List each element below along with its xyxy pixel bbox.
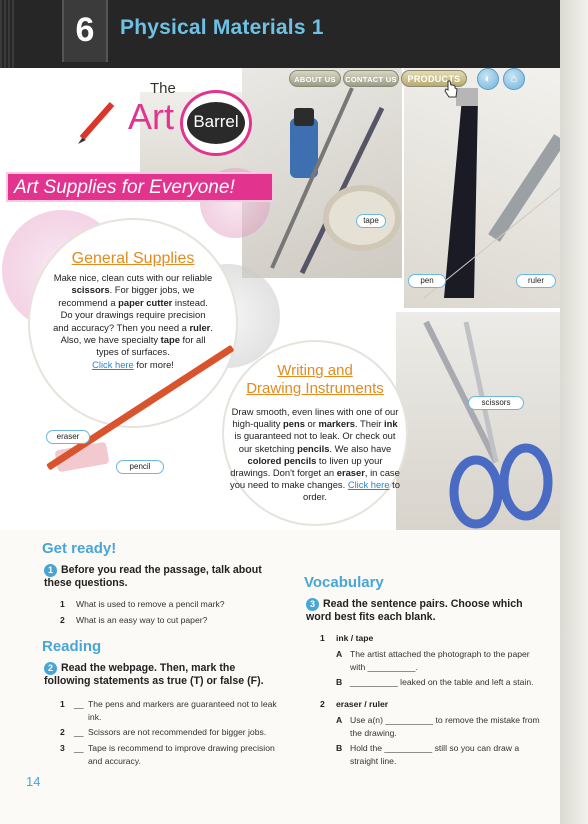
- sentence-letter: B: [336, 677, 343, 687]
- keyword-pencils: pencils: [297, 442, 330, 454]
- keyword-markers: markers: [318, 418, 355, 430]
- list-item: [60, 598, 280, 611]
- photo-scissors: [396, 312, 560, 530]
- general-supplies-link[interactable]: Click here: [92, 358, 134, 370]
- question-text: Read the sentence pairs. Choose which word best fits each blank.: [306, 598, 523, 623]
- sentence-b: [336, 676, 556, 689]
- question-number-badge: 3: [306, 598, 319, 611]
- nav-circle-button[interactable]: ◐: [477, 68, 499, 90]
- sentence-text: Hold the __________ still so you can draw a straight line.: [350, 743, 520, 766]
- logo-barrel: Barrel: [187, 102, 245, 144]
- text-run: . We also have: [329, 442, 392, 454]
- answer-blank[interactable]: __: [74, 699, 84, 709]
- logo-art: Art: [128, 96, 175, 137]
- writing-heading-line2: Drawing Instruments: [246, 380, 384, 397]
- keyword-eraser: eraser: [336, 467, 365, 479]
- pair-header: [320, 698, 540, 711]
- unit-title: Physical Materials 1: [120, 16, 324, 39]
- text-run: for more!: [133, 358, 174, 370]
- nav-about-us[interactable]: ABOUT US: [289, 70, 341, 87]
- list-item: [60, 614, 280, 627]
- keyword-tape: tape: [160, 334, 180, 346]
- general-supplies-text: [52, 272, 214, 371]
- keyword-scissors: scissors: [71, 284, 110, 296]
- hand-cursor-icon: [443, 80, 459, 98]
- item-text: What is an easy way to cut paper?: [76, 615, 208, 625]
- reading-question: [44, 662, 284, 688]
- question-text: Read the webpage. Then, mark the following statements as true (T) or false (F).: [44, 662, 264, 687]
- pair-header: [320, 632, 540, 645]
- scissors-illustration: [396, 312, 560, 530]
- item-number: 1: [60, 599, 65, 609]
- general-supplies-heading: General Supplies: [71, 250, 195, 267]
- get-ready-heading: Get ready!: [42, 540, 117, 557]
- text-run: . Also, we have specialty: [60, 321, 213, 346]
- item-text: Tape is recommend to improve drawing precision and accuracy.: [88, 743, 275, 766]
- logo-the: The: [150, 80, 176, 97]
- word-pair: eraser / ruler: [336, 699, 389, 709]
- item-number: 2: [60, 615, 65, 625]
- tag-pen: pen: [408, 274, 446, 288]
- item-text: The pens and markers are guaranteed not to leak ink.: [88, 699, 277, 722]
- vocabulary-question: [306, 598, 542, 624]
- tag-scissors: scissors: [468, 396, 524, 410]
- get-ready-question: [44, 564, 284, 590]
- text-run: , in case you need to make changes.: [230, 467, 400, 491]
- nav-products[interactable]: PRODUCTS: [401, 70, 467, 87]
- keyword-ink: ink: [383, 418, 398, 430]
- item-number: 1: [320, 633, 325, 643]
- unit-header: [0, 0, 560, 68]
- keyword-pens: pens: [283, 418, 305, 430]
- site-banner: [6, 172, 274, 202]
- writing-instruments-circle: [222, 340, 408, 526]
- item-number: 2: [60, 727, 65, 737]
- keyword-paper-cutter: paper cutter: [118, 296, 173, 308]
- tag-ruler: ruler: [516, 274, 556, 288]
- sentence-a: [336, 714, 542, 740]
- text-run: . Their: [354, 418, 384, 430]
- text-run: is guaranteed not to leak. Or check out our sketching: [234, 430, 396, 454]
- general-supplies-circle: [28, 218, 238, 428]
- tag-pencil: pencil: [116, 460, 164, 474]
- item-number: 3: [60, 743, 65, 753]
- photo-pen-ruler: [404, 68, 560, 308]
- writing-text: [230, 406, 400, 504]
- home-icon[interactable]: ⌂: [503, 68, 525, 90]
- sentence-a: [336, 648, 542, 674]
- text-run: for all types of surfaces.: [96, 334, 206, 358]
- sentence-text: The artist attached the photograph to the paper with __________.: [350, 649, 530, 672]
- keyword-ruler: ruler: [189, 321, 211, 333]
- question-number-badge: 2: [44, 662, 57, 675]
- text-run: to order.: [303, 479, 400, 503]
- site-navbar: [283, 68, 543, 92]
- answer-blank[interactable]: __: [74, 743, 84, 753]
- page-edge: [560, 0, 588, 824]
- pen-knife-illustration: [404, 68, 560, 308]
- pencil-logo-icon: [72, 100, 118, 146]
- sentence-text: __________ leaked on the table and left a stain.: [350, 677, 534, 687]
- item-text: Scissors are not recommended for bigger jobs.: [88, 727, 267, 737]
- website-mockup: [0, 68, 560, 530]
- statement-item: [60, 698, 282, 724]
- text-run: or: [304, 418, 319, 430]
- text-run: . For bigger jobs, we recommend a: [58, 284, 195, 308]
- writing-heading: [224, 362, 406, 398]
- item-number: 1: [60, 699, 65, 709]
- keyword-colored-pencils: colored pencils: [247, 454, 317, 466]
- text-run: Draw smooth, even lines with one of our high-quality: [231, 406, 399, 430]
- statement-item: [60, 726, 282, 739]
- item-number: 2: [320, 699, 325, 709]
- writing-link[interactable]: Click here: [347, 479, 390, 491]
- unit-number: 6: [62, 0, 108, 62]
- word-pair: ink / tape: [336, 633, 374, 643]
- item-text: What is used to remove a pencil mark?: [76, 599, 225, 609]
- writing-heading-line1: Writing and: [277, 362, 353, 379]
- text-run: to liven up your drawings. Don't forget an: [230, 454, 383, 479]
- sentence-letter: B: [336, 743, 343, 753]
- sentence-b: [336, 742, 542, 768]
- header-stripe: [0, 0, 14, 68]
- question-number-badge: 1: [44, 564, 57, 577]
- vocabulary-heading: Vocabulary: [304, 574, 384, 591]
- banner-text: Art Supplies for Everyone!: [14, 177, 235, 198]
- tag-tape: tape: [356, 214, 386, 228]
- text-run: instead. Do your drawings require precision and accuracy? Then you need a: [53, 296, 208, 333]
- tag-eraser: eraser: [46, 430, 90, 444]
- statement-item: [60, 742, 282, 768]
- sentence-text: Use a(n) __________ to remove the mistake from the drawing.: [350, 715, 540, 738]
- sentence-letter: A: [336, 649, 343, 659]
- page-number: 14: [26, 774, 41, 789]
- nav-contact-us[interactable]: CONTACT US: [343, 70, 399, 87]
- text-run: Make nice, clean cuts with our reliable: [53, 272, 213, 283]
- question-text: Before you read the passage, talk about these questions.: [44, 564, 262, 589]
- answer-blank[interactable]: __: [74, 727, 84, 737]
- reading-heading: Reading: [42, 638, 102, 655]
- sentence-letter: A: [336, 715, 343, 725]
